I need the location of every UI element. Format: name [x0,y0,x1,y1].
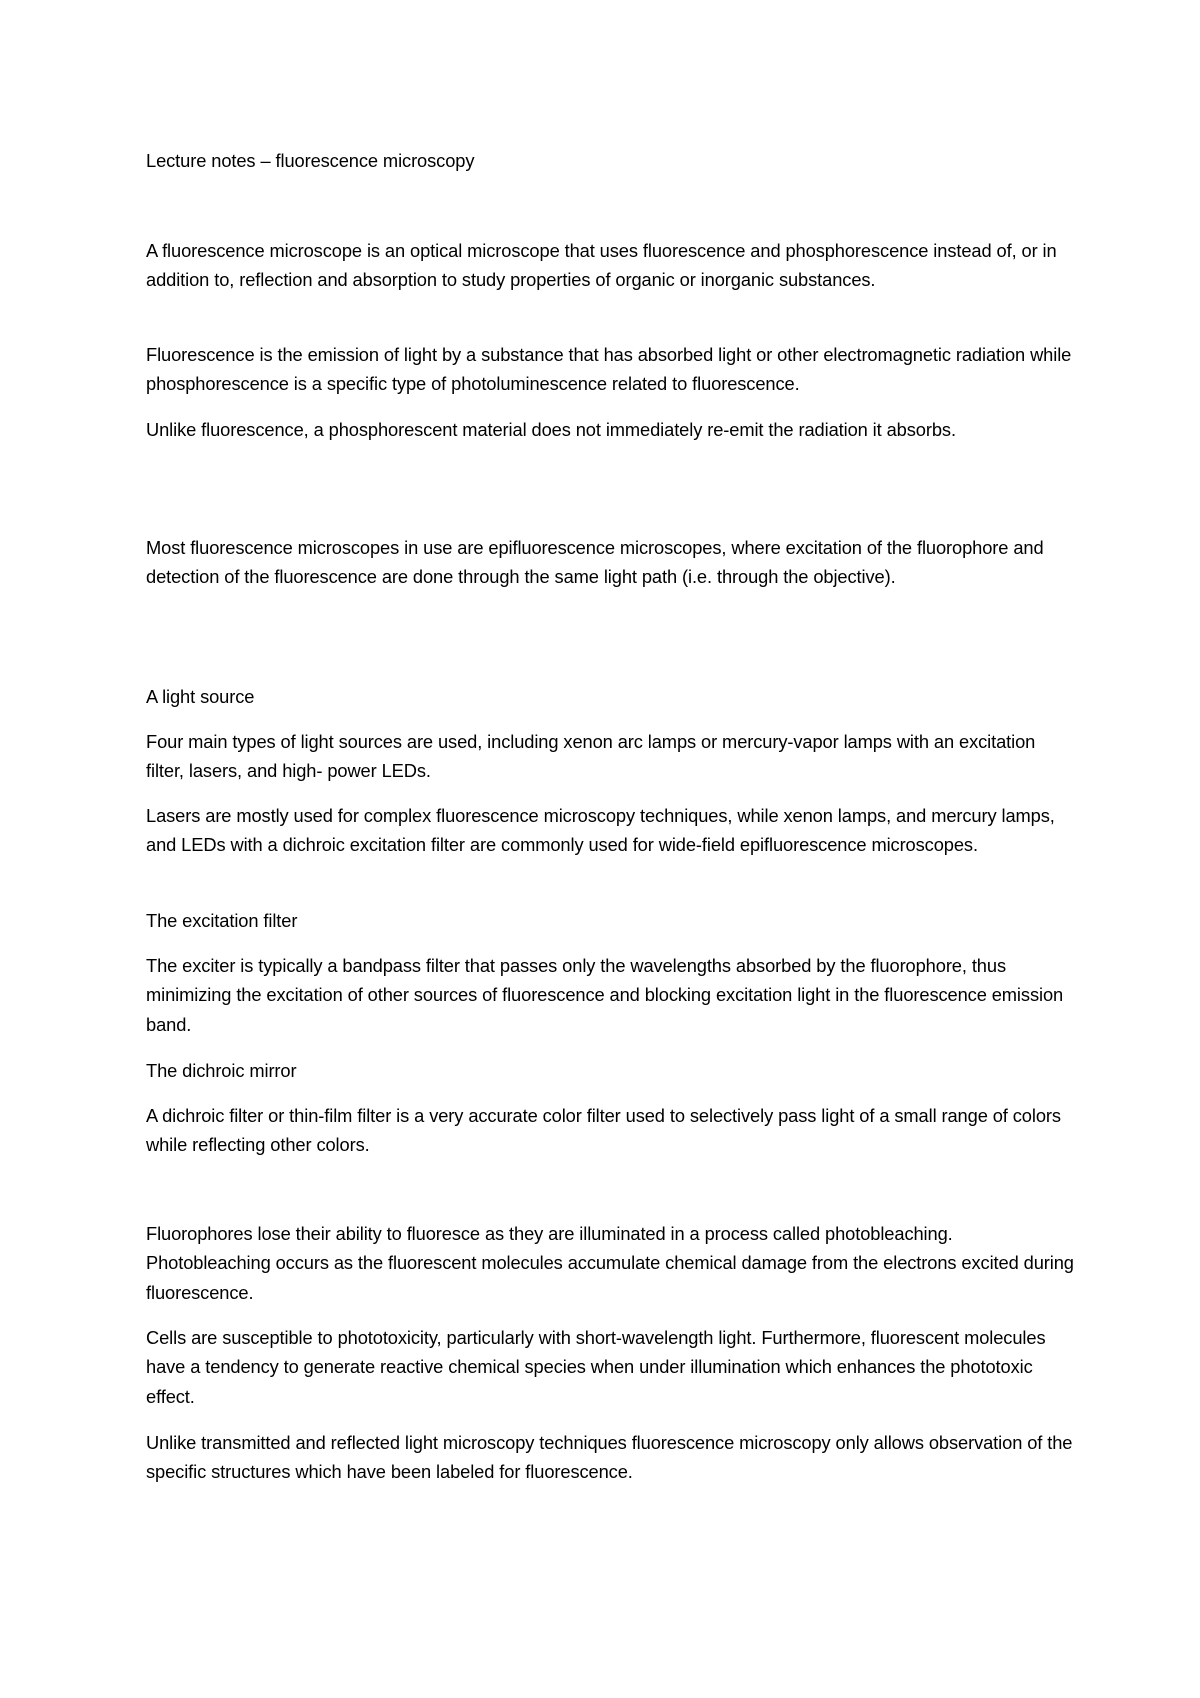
heading-excitation-filter: The excitation filter [146,910,298,931]
paragraph-lasers: Lasers are mostly used for complex fluorescence microscopy techniques, while xenon lamps, and mercury lamps, and LEDs with a dichroic excitation filter are commonly used for wide-field epifluorescence microscopes. [146,805,1055,856]
paragraph-light-source-types: Four main types of light sources are used, including xenon arc lamps or mercury-vapor lamps with an excitation filter, lasers, and high- power LEDs. [146,731,1036,782]
paragraph-fluorescence-definition: Fluorescence is the emission of light by a substance that has absorbed light or other electromagnetic radiation while phosphorescence is a specific type of photoluminescence related to fluorescence. [146,344,1072,395]
paragraph-epifluorescence: Most fluorescence microscopes in use are epifluorescence microscopes, where excitation of the fluorophore and detection of the fluorescence are done through the same light path (i.e. through the objective). [146,537,1044,588]
paragraph-phosphorescence: Unlike fluorescence, a phosphorescent material does not immediately re-emit the radiation it absorbs. [146,419,956,440]
paragraph-dichroic-filter: A dichroic filter or thin-film filter is a very accurate color filter used to selectively pass light of a small range of colors while reflecting other colors. [146,1105,1061,1156]
document-title: Lecture notes – fluorescence microscopy [146,150,475,171]
paragraph-photobleaching: Fluorophores lose their ability to fluoresce as they are illuminated in a process called photobleaching. Photobleaching occurs as the fluorescent molecules accumulate chemical damage from the electrons excited during fluorescence. [146,1223,1074,1303]
paragraph-exciter: The exciter is typically a bandpass filter that passes only the wavelengths absorbed by the fluorophore, thus minimizing the excitation of other sources of fluorescence and blocking excitation light in the fluorescence emission band. [146,955,1064,1035]
heading-dichroic-mirror: The dichroic mirror [146,1060,297,1081]
paragraph-specific-structures: Unlike transmitted and reflected light microscopy techniques fluorescence microscopy only allows observation of the specific structures which have been labeled for fluorescence. [146,1432,1073,1483]
paragraph-fluorescence-microscope: A fluorescence microscope is an optical microscope that uses fluorescence and phosphorescence instead of, or in addition to, reflection and absorption to study properties of organic or inorganic substances. [146,240,1057,291]
paragraph-phototoxicity: Cells are susceptible to phototoxicity, particularly with short-wavelength light. Furthermore, fluorescent molecules have a tendency to generate reactive chemical species when under illumination which enhances the phototoxic effect. [146,1327,1046,1407]
heading-light-source: A light source [146,686,255,707]
